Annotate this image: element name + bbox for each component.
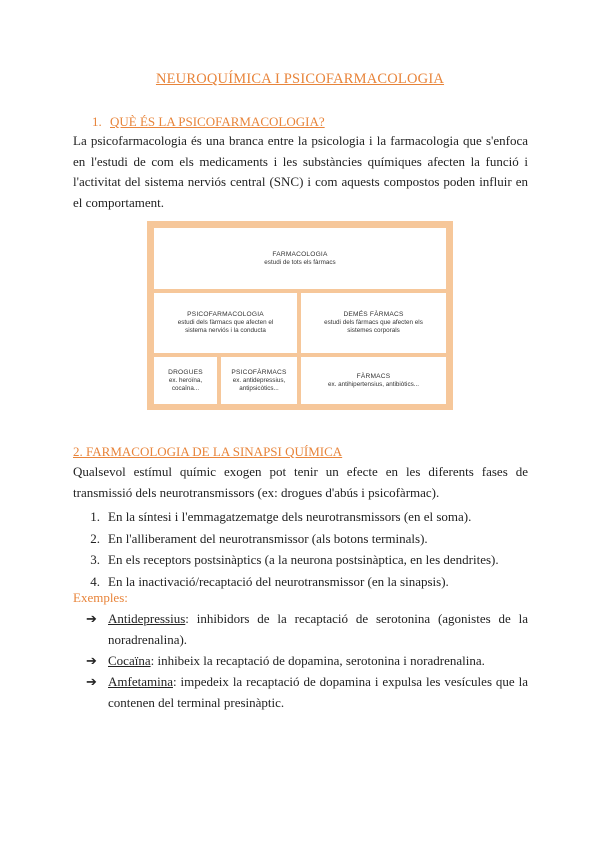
list-item-text: En la inactivació/recaptació del neurotransmissor (en la sinapsis). (108, 573, 449, 589)
section-1-number: 1. (92, 114, 102, 129)
numbered-list (73, 506, 528, 592)
diagram-demes-desc1: estudi dels fàrmacs que afecten els (324, 319, 423, 326)
diagram-drogues-desc1: ex. heroïna, (168, 376, 203, 384)
diagram-cell-farmacs (301, 357, 446, 404)
example-item-cocaina (86, 651, 528, 672)
pharmacology-diagram (147, 221, 453, 410)
example-term: Amfetamina (108, 674, 173, 689)
example-text (108, 651, 528, 672)
list-item-number: 1. (90, 509, 100, 524)
diagram-demes-title: DEMÉS FÀRMACS (343, 311, 404, 318)
example-text (108, 672, 528, 713)
diagram-psicofarmacs-desc1: ex. antidepressius, (232, 376, 286, 384)
example-description: : inhibeix la recaptació de dopamina, serotonina i noradrenalina. (150, 653, 485, 668)
examples-label: Exemples: (73, 590, 128, 605)
section-1-heading-text: QUÈ ÉS LA PSICOFARMACOLOGIA? (110, 114, 325, 129)
example-term: Cocaïna (108, 653, 151, 668)
diagram-farmacologia-title: FARMACOLOGIA (272, 250, 328, 258)
list-item-text: En els receptors postsinàptics (a la neurona postsinàptica, en les dendrites). (108, 552, 499, 567)
list-item (73, 506, 528, 528)
diagram-farmacs-desc: ex. antihipertensius, antibiòtics... (327, 380, 419, 388)
arrow-right-icon: ➔ (86, 653, 97, 668)
example-description: : inhibidors de la recaptació de serotonina (agonistes de la noradrenalina). (108, 611, 528, 647)
section-2-heading: 2. FARMACOLOGIA DE LA SINAPSI QUÍMICA (73, 444, 343, 459)
diagram-drogues-desc2: cocaïna... (171, 384, 200, 392)
section-1-paragraph: La psicofarmacologia és una branca entre la psicologia i la farmacologia que s'enfoca en l'estudi de com els medicaments i les substàncies químiques afecten la funció i l'activitat del sistema nerviós central (SNC) i com aquests compostos poden influir en el comportament. (73, 133, 528, 210)
diagram-cell-farmacologia (154, 228, 446, 289)
example-term: Antidepressius (108, 611, 186, 626)
diagram-cell-psicofarmacs (221, 357, 297, 404)
diagram-farmacologia-desc: estudi de tots els fàrmacs (264, 258, 336, 266)
diagram-cell-demes-farmacs (301, 293, 446, 353)
section-1-heading (92, 114, 325, 130)
diagram-psicofarmacologia-desc1: estudi dels fàrmacs que afecten el (177, 319, 274, 326)
example-description: : impedeix la recaptació de dopamina i expulsa les vesícules que la contenen del terminal presinàptic. (108, 674, 528, 710)
diagram-cell-drogues (154, 357, 217, 404)
arrow-right-icon: ➔ (86, 674, 97, 689)
diagram-psicofarmacs-desc2: antipsicòtics... (239, 384, 279, 392)
list-item-number: 4. (90, 573, 100, 589)
list-item-text: En la síntesi i l'emmagatzematge dels neurotransmissors (en el soma). (108, 509, 472, 524)
diagram-psicofarmacologia-desc2: sistema nerviós i la conducta (185, 327, 266, 334)
list-item (73, 571, 528, 593)
page-title: NEUROQUÍMICA I PSICOFARMACOLOGIA (155, 71, 445, 87)
arrow-right-icon: ➔ (86, 611, 97, 626)
diagram-psicofarmacologia-title: PSICOFARMACOLOGIA (187, 311, 264, 318)
list-item-number: 2. (90, 530, 100, 546)
diagram-farmacs-title: FÀRMACS (356, 372, 391, 380)
diagram-psicofarmacs-title: PSICOFÀRMACS (231, 368, 287, 376)
list-item (73, 549, 528, 571)
list-item-number: 3. (90, 552, 100, 567)
diagram-drogues-title: DROGUES (168, 368, 203, 376)
section-2-paragraph: Qualsevol estímul químic exogen pot tenir un efecte en les diferents fases de transmissió dels neurotransmissors (ex: drogues d'abús i psicofàrmac). (73, 464, 528, 500)
example-item-amfetamina (86, 672, 528, 713)
diagram-demes-desc2: sistemes corporals (347, 327, 400, 334)
list-item-text: En l'alliberament del neurotransmissor (als botons terminals). (108, 530, 428, 546)
list-item (73, 528, 528, 550)
diagram-cell-psicofarmacologia (154, 293, 297, 353)
example-text (108, 609, 528, 650)
example-item-antidepressius (86, 609, 528, 650)
